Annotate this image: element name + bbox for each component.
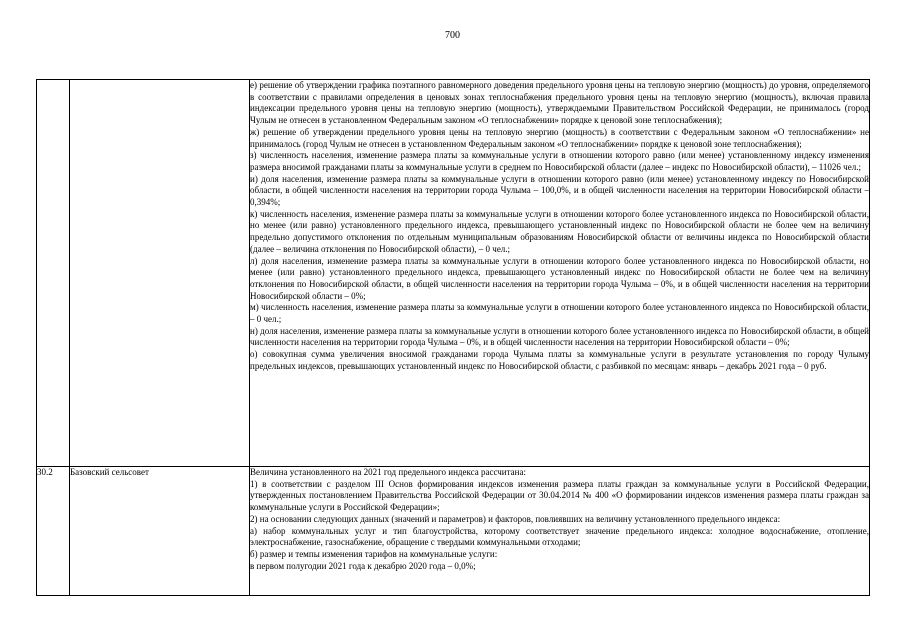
document-table bbox=[36, 79, 870, 596]
description-cell bbox=[250, 467, 870, 596]
paragraph: м) численность населения, изменение размера платы за коммунальные услуги в отношении которого более установленного индекса по Новосибирской области, – 0 чел.; bbox=[250, 302, 869, 325]
paragraph: 1) в соответствии с разделом III Основ формирования индексов изменения размера платы граждан за коммунальные услуги в Российской Федерации, утвержденных постановлением Правительства Российской Федерации от 30.04.2014 № 400 «О формировании индексов изменения размера платы граждан за коммунальные услуги в Российской Федерации»; bbox=[250, 478, 869, 513]
paragraph: з) численность населения, изменение размера платы за коммунальные услуги в отношении которого равно (или менее) установленному индексу изменения размера вносимой гражданами платы за коммунальные услуги в среднем по Новосибирской области (далее – индекс по Новосибирской области), – 11026 чел.; bbox=[250, 150, 869, 172]
paragraph: 2) на основании следующих данных (значений и параметров) и факторов, повлиявших на величину установленного предельного индекса: bbox=[250, 513, 781, 524]
municipality-cell bbox=[70, 80, 250, 467]
paragraph: б) размер и темпы изменения тарифов на коммунальные услуги: bbox=[250, 548, 498, 559]
description-cell bbox=[250, 80, 870, 467]
paragraph: н) доля населения, изменение размера платы за коммунальные услуги в отношении которого более установленного индекса по Новосибирской области, в общей численности населения на территории города Чулыма – 0%, и в общей численности населения на территории Новосибирской области – 0%; bbox=[250, 325, 869, 348]
municipality-cell: Базовский сельсовет bbox=[70, 467, 250, 596]
paragraph: и) доля населения, изменение размера платы за коммунальные услуги в отношении которого равно (или менее) установленному индексу по Новосибирской области, в общей численности населения на территории города Чулыма – 100,0%, и в общей численности населения на территории Новосибирской области – 0,394%; bbox=[250, 173, 869, 208]
table-row bbox=[37, 80, 870, 467]
paragraph: а) набор коммунальных услуг и тип благоустройства, которому соответствует значение предельного индекса: холодное водоснабжение, отопление, электроснабжение, газоснабжение, обращение с твердыми коммунальными отходами; bbox=[250, 525, 869, 548]
row-number-cell bbox=[37, 80, 70, 467]
paragraph: в первом полугодии 2021 года к декабрю 2020 года – 0,0%; bbox=[250, 560, 476, 571]
paragraph: ж) решение об утверждении предельного уровня цены на тепловую энергию (мощность) в соответствии с Федеральным законом «О теплоснабжении» не принималось (город Чулым не отнесен в установленном Федеральным законом «О теплоснабжении» порядке к ценовой зоне теплоснабжения); bbox=[250, 126, 869, 149]
paragraph: о) совокупная сумма увеличения вносимой гражданами города Чулыма платы за коммунальные услуги в результате установления по городу Чулыму предельных индексов, превышающих установленный индекс по Новосибирской области, с разбивкой по месяцам: январь – декабрь 2021 года – 0 руб. bbox=[250, 349, 869, 371]
page-number: 700 bbox=[445, 30, 460, 41]
paragraph: л) доля населения, изменение размера платы за коммунальные услуги в отношении которого более установленного индекса по Новосибирской области, но менее (или равно) установленного предельного индекса, превышающего установленный индекс по Новосибирской области не более чем на величину отклонения по Новосибирской области, в общей численности населения на территории города Чулыма – 0%, и в общей численности населения на территории Новосибирской области – 0%; bbox=[250, 255, 869, 301]
paragraph: е) решение об утверждении графика поэтапного равномерного доведения предельного уровня цены на тепловую энергию (мощность) до уровня, определяемого в соответствии с правилами определения в ценовых зонах теплоснабжения предельного уровня цены на тепловую энергию (мощность), включая правила индексации предельного уровня цены на тепловую энергию (мощность), утверждаемыми Правительством Российской Федерации, не принималось (город Чулым не отнесен в установленном Федеральным законом «О теплоснабжении» порядке к ценовой зоне теплоснабжения); bbox=[250, 80, 869, 126]
table-row bbox=[37, 467, 870, 596]
paragraph: к) численность населения, изменение размера платы за коммунальные услуги в отношении которого более установленного индекса по Новосибирской области, но менее (или равно) установленного предельного индекса, превышающего установленный индекс по Новосибирской области не более чем на величину предельно допустимого отклонения по отдельным муниципальным образованиям Новосибирской области от величины индекса по Новосибирской области (далее – величина отклонения по Новосибирской области), – 0 чел.; bbox=[250, 208, 869, 254]
paragraph: Величина установленного на 2021 год предельного индекса рассчитана: bbox=[250, 467, 526, 477]
row-number-cell: 30.2 bbox=[37, 467, 70, 596]
